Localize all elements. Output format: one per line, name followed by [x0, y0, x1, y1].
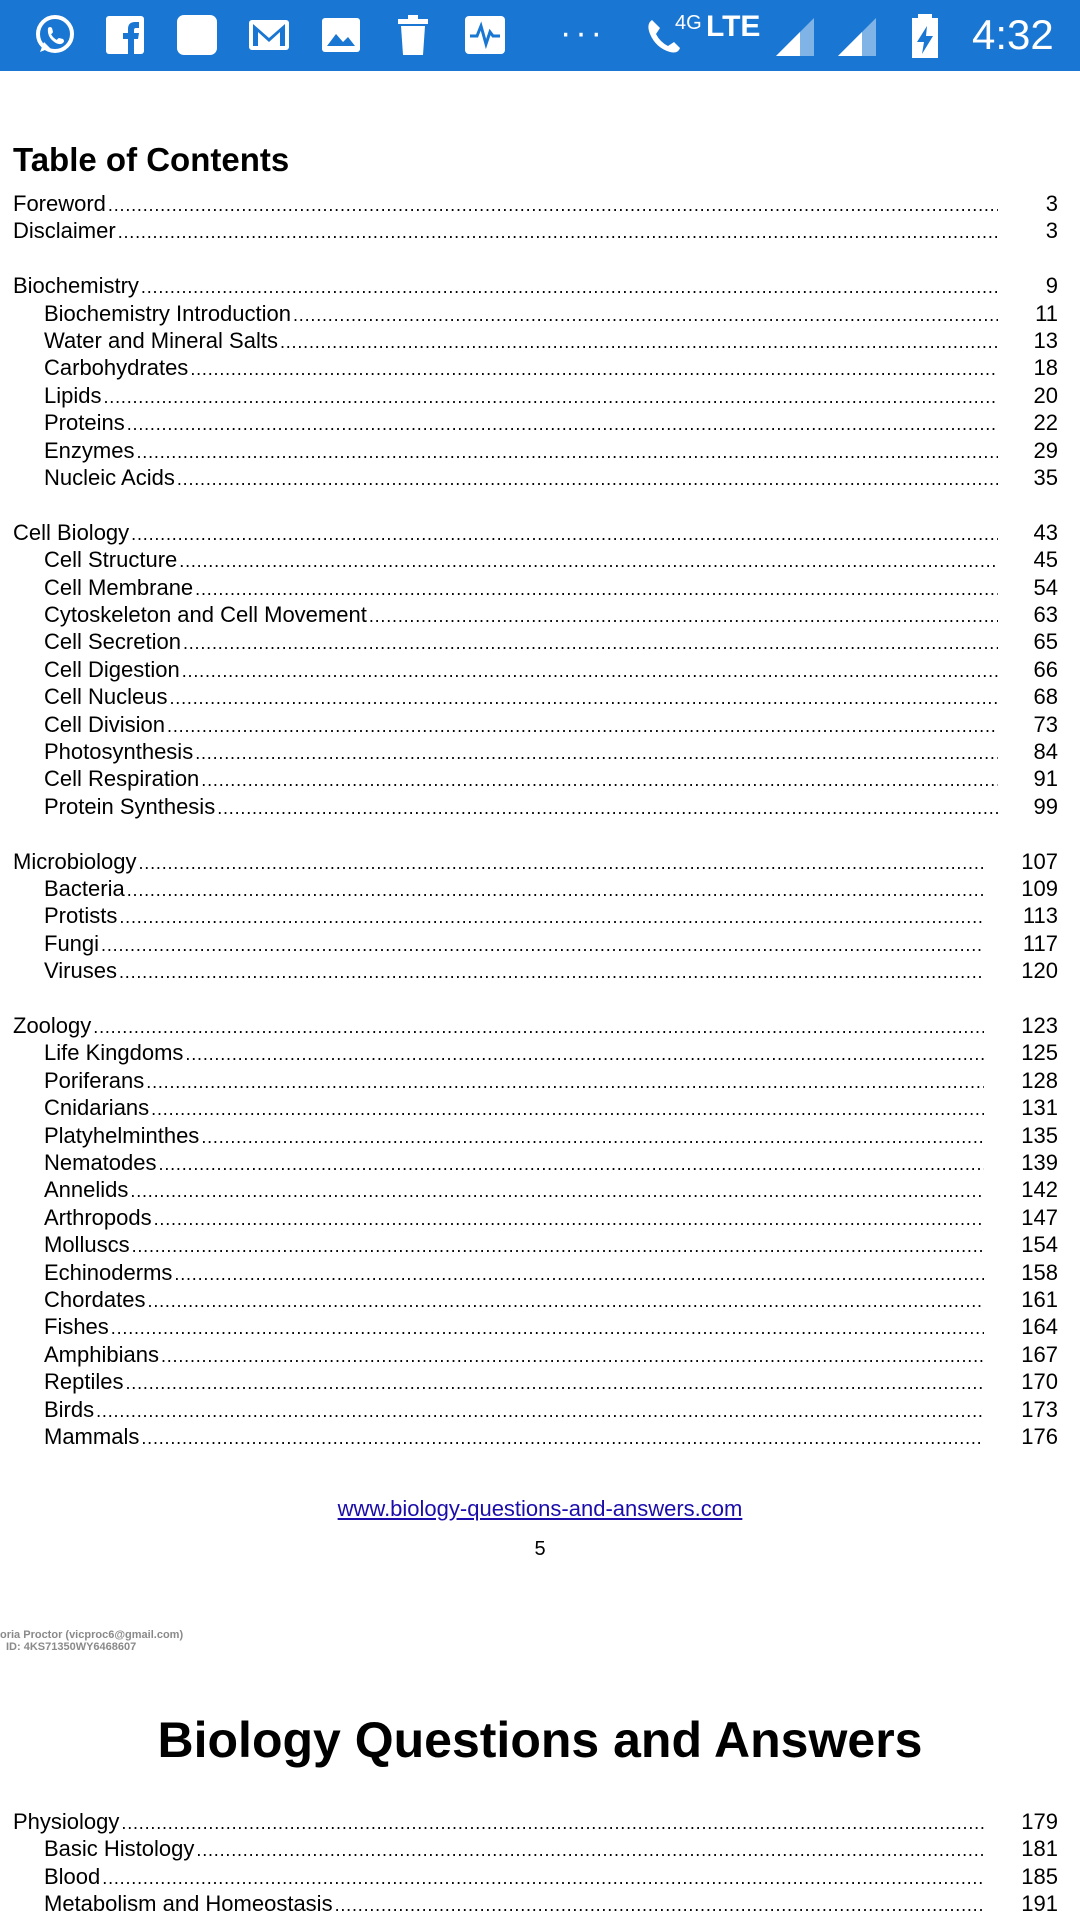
toc-entry-page: 120	[1021, 958, 1058, 983]
toc-entry[interactable]	[44, 1423, 1058, 1450]
toc-entry-page: 173	[1021, 1397, 1058, 1422]
blank-app-icon	[174, 12, 220, 58]
toc-entry[interactable]	[44, 601, 1058, 628]
toc-entry[interactable]	[44, 1368, 1058, 1395]
dot-leader	[196, 1835, 984, 1862]
dot-leader	[103, 382, 998, 409]
toc-entry[interactable]	[44, 656, 1058, 683]
toc-entry[interactable]	[44, 1835, 1058, 1862]
toc-entry[interactable]	[44, 930, 1058, 957]
toc-entry-label: Cell Digestion	[44, 657, 180, 682]
dot-leader	[119, 902, 984, 929]
toc-entry[interactable]	[44, 1863, 1058, 1890]
status-bar	[0, 0, 1080, 71]
toc-entry[interactable]	[44, 683, 1058, 710]
toc-entry-label: Physiology	[13, 1809, 120, 1834]
dot-leader	[111, 1313, 984, 1340]
dot-leader	[195, 574, 998, 601]
dot-leader	[101, 930, 984, 957]
toc-entry-page: 84	[1033, 739, 1058, 764]
toc-entry-label: Chordates	[44, 1287, 146, 1312]
toc-entry-page: 147	[1021, 1205, 1058, 1230]
toc-entry-label: Cell Division	[44, 712, 166, 737]
dot-leader	[154, 1204, 984, 1231]
toc-entry-label: Photosynthesis	[44, 739, 194, 764]
book-title: Biology Questions and Answers	[157, 1712, 923, 1768]
dot-leader	[190, 354, 998, 381]
toc-entry-page: 167	[1021, 1342, 1058, 1367]
toc-entry-page: 176	[1021, 1424, 1058, 1449]
toc-entry-page: 65	[1033, 629, 1058, 654]
toc-entry[interactable]	[44, 1259, 1058, 1286]
toc-entry-page: 9	[1045, 273, 1058, 298]
toc-entry[interactable]	[44, 738, 1058, 765]
toc-entry[interactable]	[44, 437, 1058, 464]
toc-entry-label: Platyhelminthes	[44, 1123, 200, 1148]
dot-leader	[139, 848, 985, 875]
toc-entry-page: 29	[1033, 438, 1058, 463]
toc-entry[interactable]	[44, 1067, 1058, 1094]
toc-entry[interactable]	[44, 546, 1058, 573]
dot-leader	[167, 711, 998, 738]
dot-leader	[127, 875, 984, 902]
toc-entry[interactable]	[44, 382, 1058, 409]
dot-leader	[182, 656, 998, 683]
toc-entry-label: Life Kingdoms	[44, 1040, 184, 1065]
toc-entry[interactable]	[44, 902, 1058, 929]
toc-entry-label: Biochemistry	[13, 273, 139, 298]
toc-entry-page: 99	[1033, 794, 1058, 819]
dot-leader	[141, 1423, 984, 1450]
dot-leader	[102, 1863, 984, 1890]
dot-leader	[119, 957, 984, 984]
toc-entry-page: 131	[1021, 1095, 1058, 1120]
toc-entry-page: 161	[1021, 1287, 1058, 1312]
toc-entry-label: Lipids	[44, 383, 102, 408]
battery-charging-icon	[902, 12, 948, 58]
toc-entry-label: Zoology	[13, 1013, 92, 1038]
dot-leader	[131, 519, 998, 546]
watermark-stamp	[0, 1629, 183, 1653]
dot-leader	[201, 765, 998, 792]
dot-leader	[146, 1067, 984, 1094]
dot-leader	[335, 1890, 984, 1917]
stamp-line-1: oria Proctor (vicproc6@gmail.com)	[0, 1629, 184, 1641]
toc-entry-page: 128	[1021, 1068, 1058, 1093]
toc-entry[interactable]	[44, 1231, 1058, 1258]
signal-icon-1	[772, 14, 818, 60]
dot-leader	[151, 1094, 984, 1121]
stamp-line-2: ID: 4KS71350WY6468607	[6, 1641, 137, 1653]
toc-entry-page: 91	[1033, 766, 1058, 791]
toc-entry-label: Foreword	[13, 191, 106, 216]
toc-entry[interactable]	[13, 272, 1058, 299]
toc-entry-label: Biochemistry Introduction	[44, 301, 291, 326]
toc-entry-label: Amphibians	[44, 1342, 159, 1367]
pulse-icon	[462, 12, 508, 58]
dot-leader	[280, 327, 998, 354]
network-badge: 4G	[675, 12, 702, 34]
page-number: 5	[534, 1538, 546, 1560]
dot-leader	[118, 217, 998, 244]
toc-entry-label: Disclaimer	[13, 218, 116, 243]
toc-entry-page: 43	[1033, 520, 1058, 545]
toc-entry[interactable]	[44, 464, 1058, 491]
toc-entry-label: Cell Membrane	[44, 575, 194, 600]
toc-entry-label: Cell Nucleus	[44, 684, 168, 709]
gallery-icon	[318, 12, 364, 58]
toc-entry[interactable]	[44, 327, 1058, 354]
toc-entry-page: 68	[1033, 684, 1058, 709]
dot-leader	[185, 1039, 984, 1066]
toc-entry-label: Protein Synthesis	[44, 794, 216, 819]
facebook-icon	[102, 12, 148, 58]
toc-entry-label: Bacteria	[44, 876, 125, 901]
toc-entry[interactable]	[44, 300, 1058, 327]
toc-entry-page: 20	[1033, 383, 1058, 408]
toc-entry-label: Molluscs	[44, 1232, 130, 1257]
toc-entry-page: 66	[1033, 657, 1058, 682]
toc-entry[interactable]	[44, 354, 1058, 381]
dot-leader	[121, 1808, 984, 1835]
toc-entry[interactable]	[13, 519, 1058, 546]
toc-entry-page: 35	[1033, 465, 1058, 490]
toc-entry-page: 185	[1021, 1864, 1058, 1889]
toc-entry-label: Enzymes	[44, 438, 135, 463]
dot-leader	[170, 683, 999, 710]
toc-entry[interactable]	[44, 1890, 1058, 1917]
clock: 4:32	[972, 11, 1054, 58]
toc-entry[interactable]	[44, 1039, 1058, 1066]
toc-entry[interactable]	[13, 848, 1058, 875]
toc-entry[interactable]	[13, 1808, 1058, 1835]
toc-entry-label: Proteins	[44, 410, 125, 435]
toc-entry[interactable]	[44, 1149, 1058, 1176]
dot-leader	[127, 409, 998, 436]
signal-icon-2	[834, 14, 880, 60]
toc-entry[interactable]	[44, 1341, 1058, 1368]
toc-entry-label: Metabolism and Homeostasis	[44, 1891, 333, 1916]
toc-title: Table of Contents	[13, 141, 290, 178]
toc-entry[interactable]	[44, 1286, 1058, 1313]
toc-entry-label: Poriferans	[44, 1068, 145, 1093]
toc-entry[interactable]	[44, 711, 1058, 738]
toc-entry[interactable]	[44, 875, 1058, 902]
toc-entry[interactable]	[44, 957, 1058, 984]
toc-entry[interactable]	[13, 217, 1058, 244]
toc-entry-label: Mammals	[44, 1424, 140, 1449]
toc-entry-page: 125	[1021, 1040, 1058, 1065]
toc-entry-page: 113	[1022, 903, 1058, 928]
toc-entry-label: Nematodes	[44, 1150, 157, 1175]
toc-entry[interactable]	[44, 628, 1058, 655]
toc-entry-label: Fishes	[44, 1314, 109, 1339]
dot-leader	[174, 1259, 984, 1286]
dot-leader	[136, 437, 998, 464]
toc-entry-page: 13	[1033, 328, 1058, 353]
toc-entry-label: Fungi	[44, 931, 100, 956]
dot-leader	[179, 546, 998, 573]
dot-leader	[148, 1286, 984, 1313]
toc-entry-label: Reptiles	[44, 1369, 124, 1394]
toc-entry-label: Carbohydrates	[44, 355, 189, 380]
dot-leader	[141, 272, 998, 299]
dot-leader	[201, 1122, 984, 1149]
toc-entry-page: 3	[1045, 191, 1058, 216]
toc-entry[interactable]	[13, 1012, 1058, 1039]
toc-entry[interactable]	[44, 409, 1058, 436]
toc-entry-page: 179	[1021, 1809, 1058, 1834]
dot-leader	[369, 601, 998, 628]
toc-entry[interactable]	[44, 1204, 1058, 1231]
toc-entry-page: 45	[1033, 547, 1058, 572]
toc-entry[interactable]	[44, 1176, 1058, 1203]
toc-entry-label: Birds	[44, 1397, 95, 1422]
toc-entry[interactable]	[13, 190, 1058, 217]
toc-entry[interactable]	[44, 1313, 1058, 1340]
dot-leader	[195, 738, 998, 765]
dot-leader	[293, 300, 998, 327]
toc-entry-page: 154	[1021, 1232, 1058, 1257]
toc-entry-page: 63	[1033, 602, 1058, 627]
dot-leader	[96, 1396, 984, 1423]
network-type: LTE	[706, 10, 761, 43]
toc-entry[interactable]	[44, 765, 1058, 792]
toc-entry-page: 170	[1021, 1369, 1058, 1394]
toc-entry-page: 117	[1022, 931, 1058, 956]
toc-entry-page: 135	[1021, 1123, 1058, 1148]
toc-entry-label: Annelids	[44, 1177, 129, 1202]
toc-entry-page: 191	[1021, 1891, 1058, 1916]
toc-entry-label: Cnidarians	[44, 1095, 150, 1120]
dot-leader	[161, 1341, 984, 1368]
toc-entry-page: 142	[1021, 1177, 1058, 1202]
website-link[interactable]: www.biology-questions-and-answers.com	[337, 1496, 743, 1521]
toc-entry-label: Cell Structure	[44, 547, 178, 572]
toc-entry-label: Arthropods	[44, 1205, 152, 1230]
toc-entry-label: Cell Secretion	[44, 629, 181, 654]
toc-entry-page: 109	[1021, 876, 1058, 901]
toc-entry-label: Cell Respiration	[44, 766, 200, 791]
toc-entry-label: Basic Histology	[44, 1836, 195, 1861]
toc-entry[interactable]	[44, 1122, 1058, 1149]
toc-entry-page: 158	[1021, 1260, 1058, 1285]
toc-entry-page: 18	[1033, 355, 1058, 380]
dot-leader	[132, 1231, 984, 1258]
toc-entry[interactable]	[44, 1396, 1058, 1423]
dot-leader	[108, 190, 998, 217]
toc-entry[interactable]	[44, 793, 1058, 820]
toc-entry-page: 107	[1021, 849, 1058, 874]
toc-entry-page: 139	[1021, 1150, 1058, 1175]
toc-entry-label: Cytoskeleton and Cell Movement	[44, 602, 367, 627]
toc-entry-label: Blood	[44, 1864, 101, 1889]
toc-entry-page: 22	[1033, 410, 1058, 435]
dot-leader	[130, 1176, 984, 1203]
whatsapp-icon	[32, 12, 78, 58]
trash-icon	[390, 12, 436, 58]
dot-leader	[125, 1368, 984, 1395]
toc-entry-page: 73	[1033, 712, 1058, 737]
toc-entry-label: Echinoderms	[44, 1260, 173, 1285]
toc-entry-page: 54	[1033, 575, 1058, 600]
toc-entry-label: Microbiology	[13, 849, 137, 874]
dot-leader	[93, 1012, 984, 1039]
toc-entry-page: 11	[1035, 301, 1058, 326]
toc-entry-page: 164	[1021, 1314, 1058, 1339]
gmail-icon	[246, 12, 292, 58]
toc-entry-label: Nucleic Acids	[44, 465, 175, 490]
toc-entry-label: Water and Mineral Salts	[44, 328, 278, 353]
toc-entry[interactable]	[44, 574, 1058, 601]
toc-entry-label: Viruses	[44, 958, 117, 983]
dot-leader	[183, 628, 998, 655]
dot-leader	[177, 464, 998, 491]
dot-leader	[217, 793, 998, 820]
toc-entry-page: 123	[1021, 1013, 1058, 1038]
more-notifications: ···	[560, 14, 606, 52]
toc-entry-page: 181	[1021, 1836, 1058, 1861]
toc-entry[interactable]	[44, 1094, 1058, 1121]
toc-entry-label: Cell Biology	[13, 520, 130, 545]
toc-entry-page: 3	[1045, 218, 1058, 243]
dot-leader	[159, 1149, 984, 1176]
toc-entry-label: Protists	[44, 903, 118, 928]
